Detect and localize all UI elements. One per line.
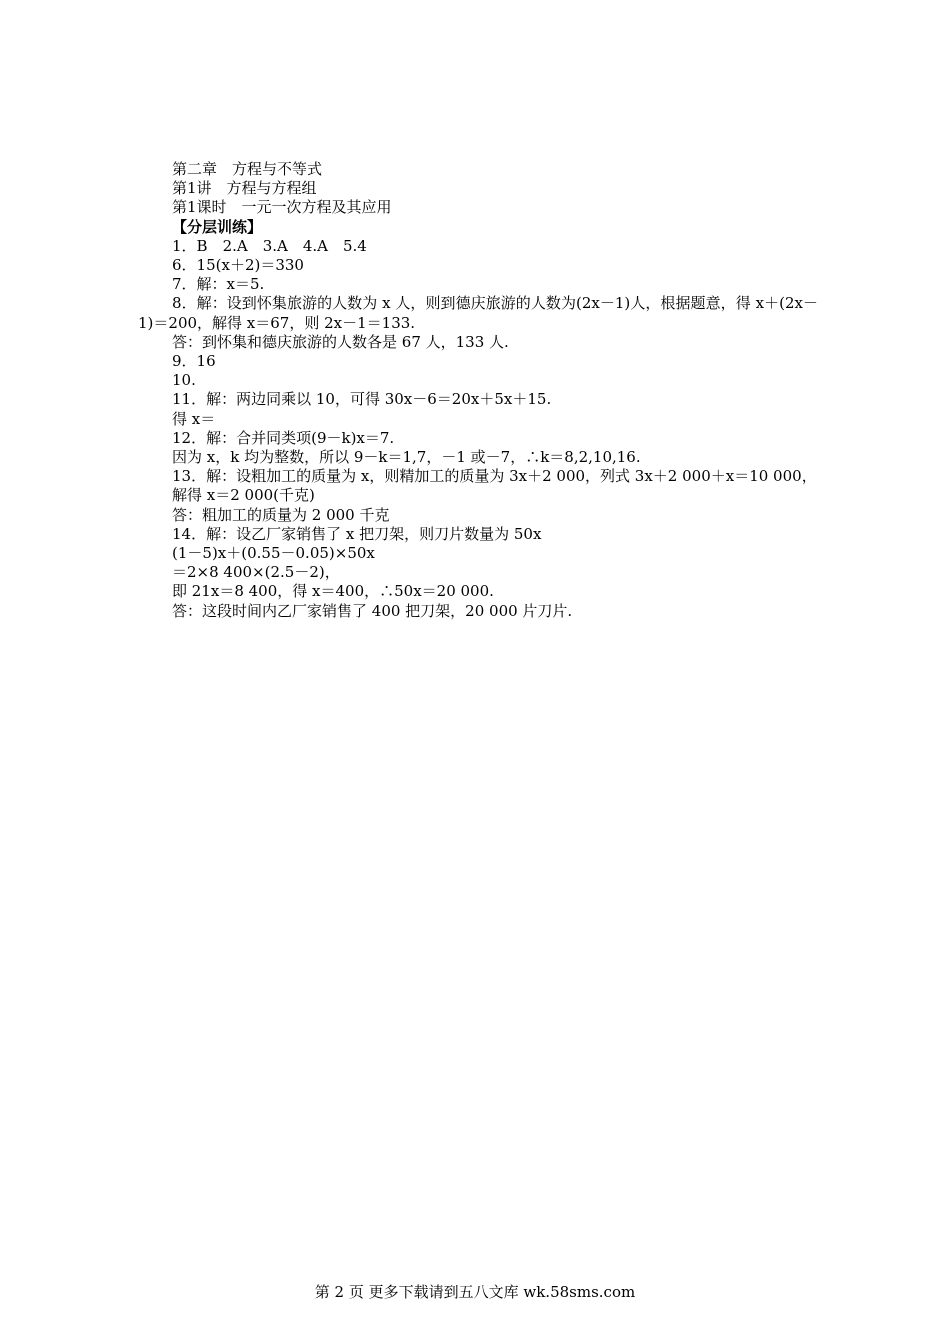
answer-14-equation: (1－5)x＋(0.55－0.05)×50x [172,544,375,563]
answer-14-solution: 即 21x＝8 400，得 x＝400，∴50x＝20 000. [172,582,494,601]
lecture-title: 第1讲 方程与方程组 [172,179,317,198]
answer-14-conclusion: 答：这段时间内乙厂家销售了 400 把刀架，20 000 片刀片. [172,601,573,620]
answer-14-equation-rhs: ＝2×8 400×(2.5－2)， [172,563,340,582]
section-title: 【分层训练】 [172,217,263,236]
answer-6: 6．15(x＋2)＝330 [172,256,304,275]
answer-13-result: 解得 x＝2 000(千克) [172,486,315,505]
answer-13: 13．解：设粗加工的质量为 x，则精加工的质量为 3x＋2 000，列式 3x＋2 000＋x＝10 000， [172,467,817,486]
answer-9: 9．16 [172,352,216,371]
answer-13-conclusion: 答：粗加工的质量为 2 000 千克 [172,505,390,524]
page-footer: 第 2 页 更多下载请到五八文库 wk.58sms.com [314,1283,636,1301]
answer-12-reasoning: 因为 x，k 均为整数，所以 9－k＝1,7，－1 或－7，∴k＝8,2,10,16. [172,448,641,467]
answer-1-5: 1．B 2.A 3.A 4.A 5.4 [172,236,367,255]
answer-11-result: 得 x＝ [172,409,216,428]
answer-14: 14．解：设乙厂家销售了 x 把刀架，则刀片数量为 50x [172,524,542,543]
answer-10: 10. [172,371,196,390]
chapter-title: 第二章 方程与不等式 [172,160,323,178]
answer-11: 11．解：两边同乘以 10，可得 30x－6＝20x＋5x＋15. [172,390,552,409]
answer-8-conclusion: 答：到怀集和德庆旅游的人数各是 67 人，133 人. [172,332,509,351]
answer-8: 8．解：设到怀集旅游的人数为 x 人，则到德庆旅游的人数为(2x－1)人，根据题意，得 x＋(2x－1)＝200，解得 x＝67，则 2x－1＝133. [138,294,818,332]
answer-7: 7．解：x＝5. [172,275,265,294]
answer-12: 12．解：合并同类项(9－k)x＝7. [172,428,395,447]
lesson-title: 第1课时 一元一次方程及其应用 [172,198,392,217]
document-body [138,160,818,621]
